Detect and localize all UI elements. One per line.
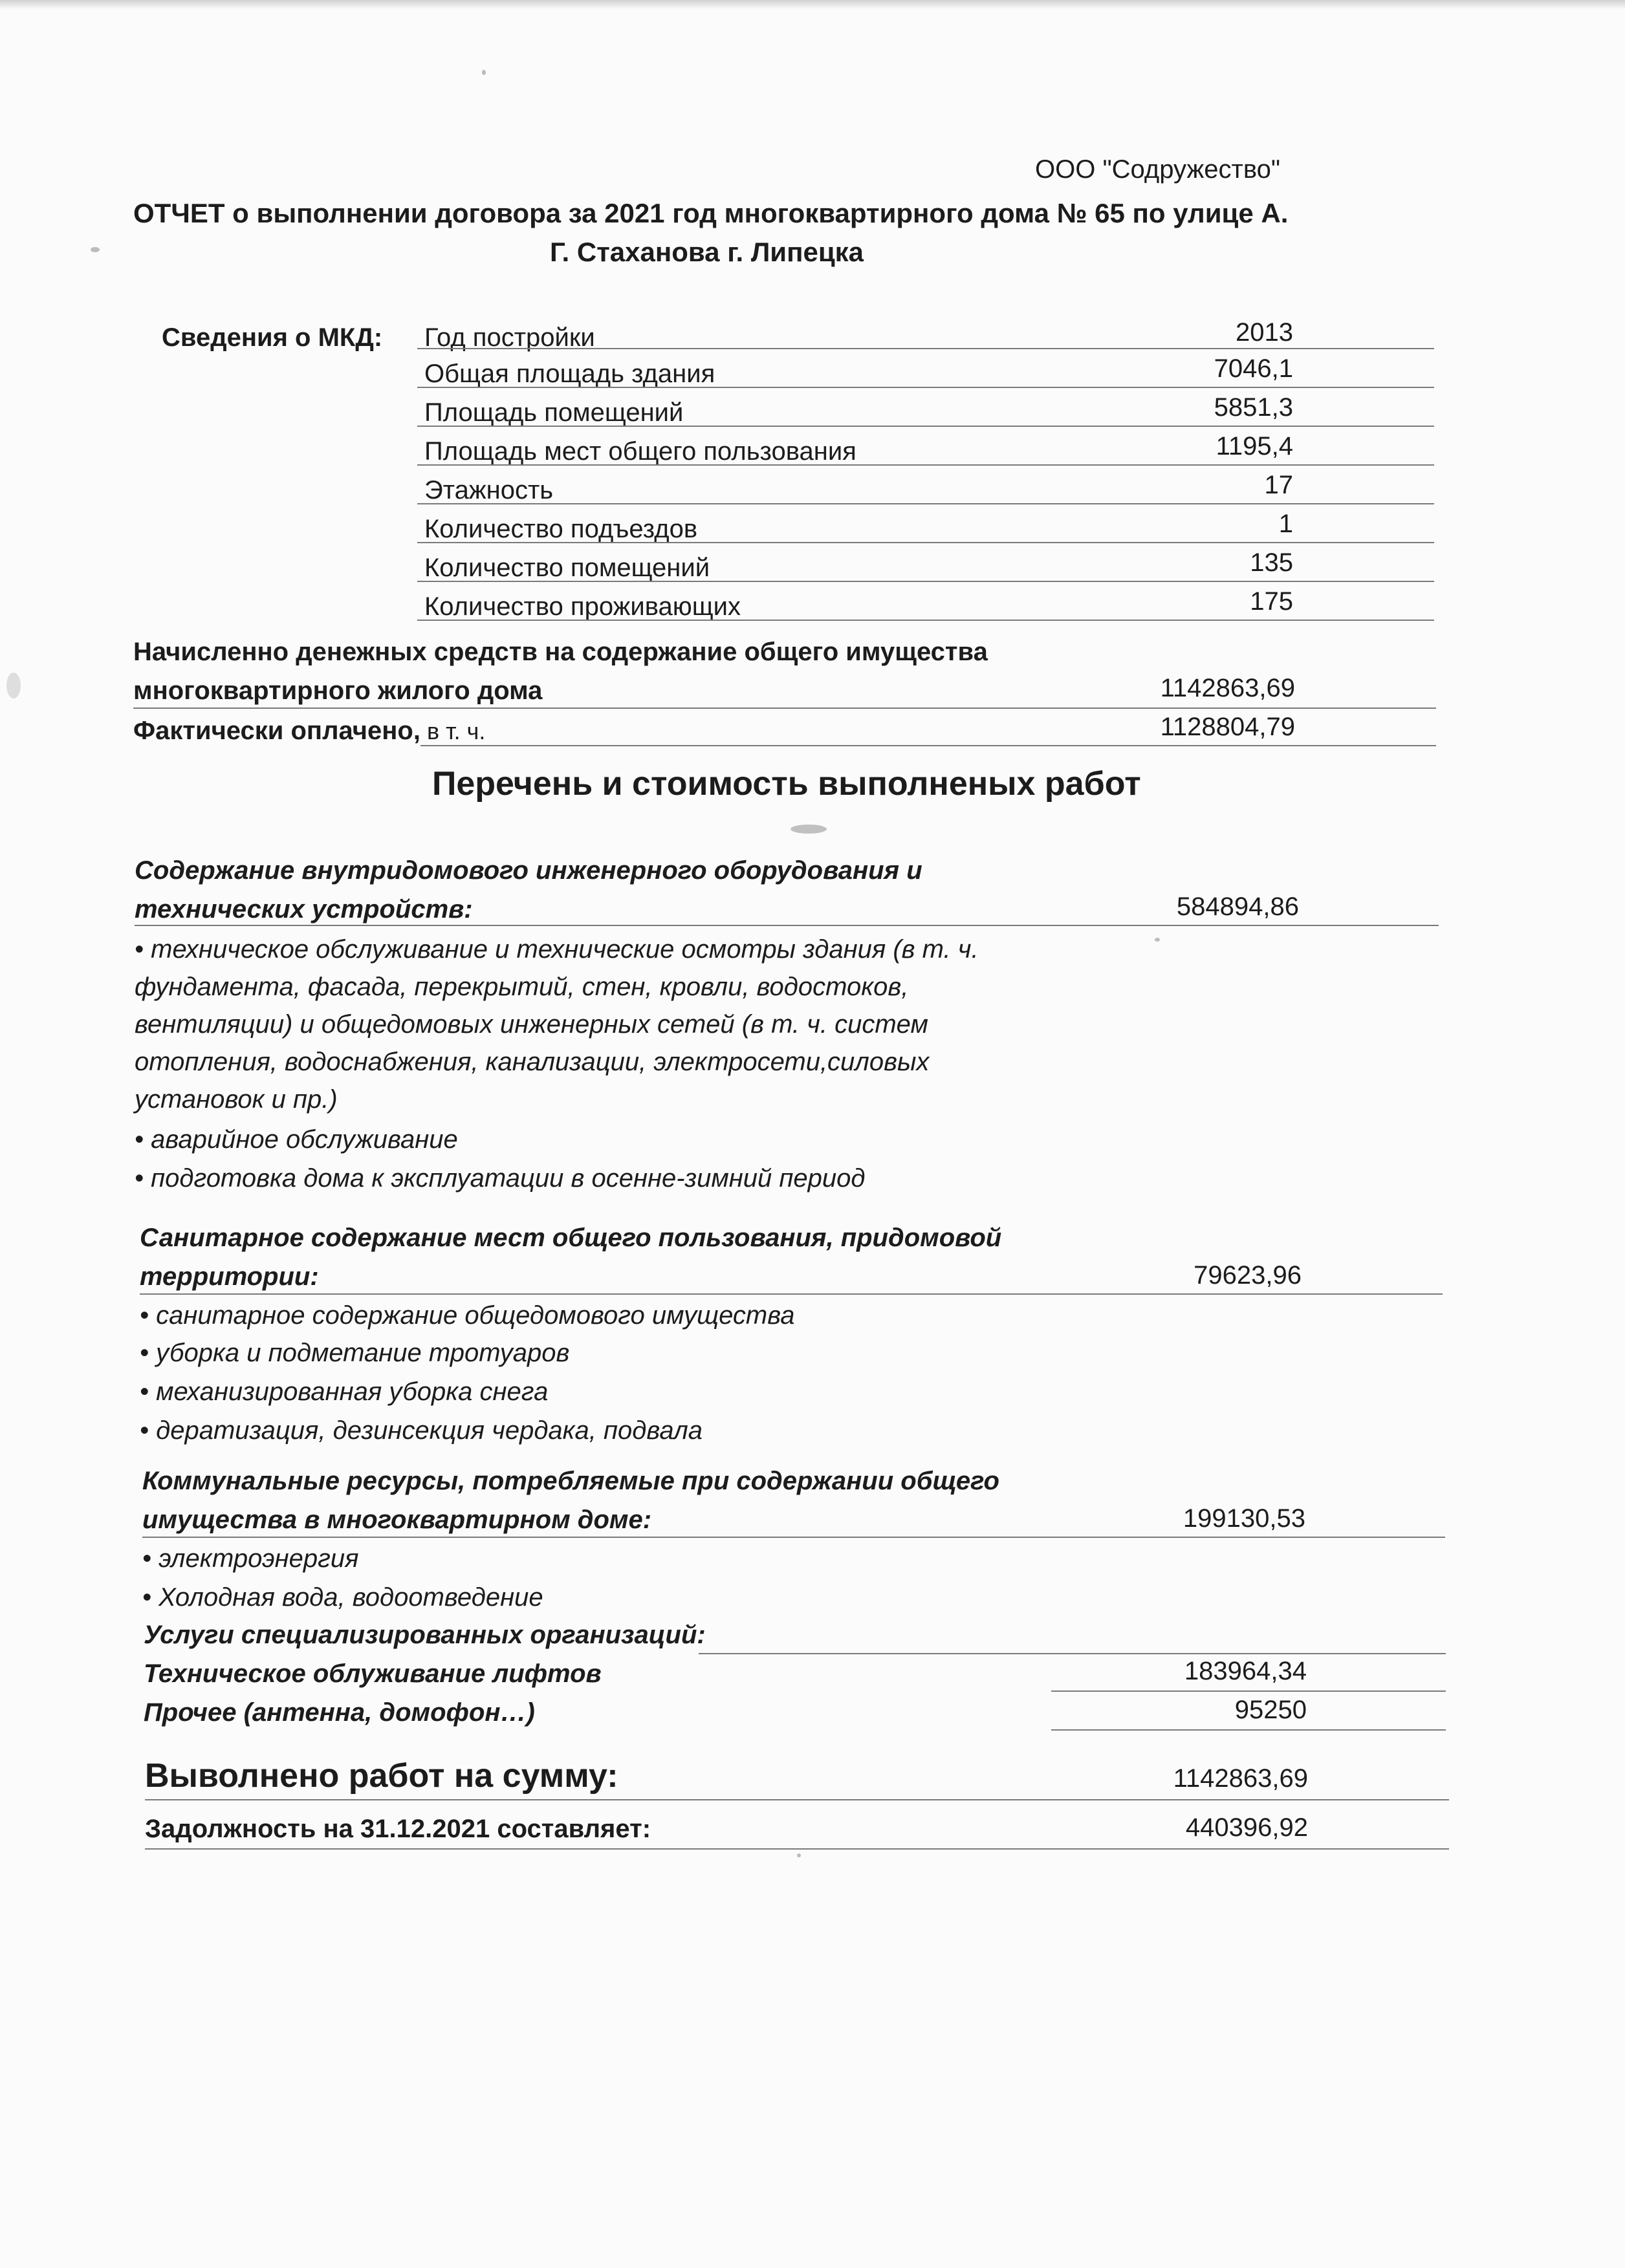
debt-label: Задолжность на 31.12.2021 составляет: bbox=[145, 1815, 651, 1843]
section-item: • дератизация, дезинсекция чердака, подвала bbox=[140, 1416, 703, 1445]
section-item: отопления, водоснабжения, канализации, электросети,силовых bbox=[135, 1048, 930, 1076]
specialized-title: Услуги специализированных организаций: bbox=[144, 1621, 706, 1649]
section-item: • электроэнергия bbox=[142, 1544, 359, 1573]
paid-label bbox=[133, 717, 485, 746]
specialized-row-label: Техническое облуживание лифтов bbox=[144, 1659, 602, 1688]
scan-speck bbox=[91, 247, 100, 252]
accrued-label-line2: многоквартирного жилого дома bbox=[133, 676, 543, 705]
section-title-line2: имущества в многоквартирном доме: bbox=[142, 1506, 652, 1534]
section-item: • санитарное содержание общедомового имущества bbox=[140, 1301, 795, 1330]
section-title-line2: территории: bbox=[140, 1262, 319, 1291]
section-title-line1: Санитарное содержание мест общего пользования, придомовой bbox=[140, 1224, 1002, 1252]
mkd-row-value: 135 bbox=[1250, 548, 1293, 577]
mkd-row-label: Количество помещений bbox=[424, 554, 710, 582]
section-item: • Холодная вода, водоотведение bbox=[142, 1583, 543, 1612]
paid-value: 1128804,79 bbox=[1160, 713, 1295, 741]
accrued-label-line1: Начисленно денежных средств на содержание общего имущества bbox=[133, 638, 988, 666]
mkd-row-value: 2013 bbox=[1236, 318, 1293, 347]
scan-speck bbox=[6, 673, 21, 698]
section-item: • техническое обслуживание и технические осмотры здания (в т. ч. bbox=[135, 935, 979, 964]
section-title-line1: Коммунальные ресурсы, потребляемые при содержании общего bbox=[142, 1467, 999, 1495]
mkd-row-label: Год постройки bbox=[424, 323, 595, 352]
specialized-row-value: 95250 bbox=[1234, 1696, 1307, 1724]
section-item: • аварийное обслуживание bbox=[135, 1125, 458, 1154]
scan-speck bbox=[1155, 938, 1160, 942]
mkd-row-value: 1195,4 bbox=[1216, 432, 1293, 460]
section-value: 79623,96 bbox=[1194, 1261, 1302, 1290]
mkd-row-label: Количество подъездов bbox=[424, 515, 698, 543]
mkd-row-value: 7046,1 bbox=[1214, 354, 1293, 383]
mkd-row-value: 5851,3 bbox=[1214, 393, 1293, 422]
mkd-row-value: 175 bbox=[1250, 587, 1293, 616]
mkd-row-label: Этажность bbox=[424, 476, 554, 504]
mkd-row-value: 17 bbox=[1264, 471, 1293, 499]
section-item: фундамента, фасада, перекрытий, стен, кровли, водостоков, bbox=[135, 973, 909, 1001]
section-value: 199130,53 bbox=[1183, 1504, 1305, 1533]
debt-value: 440396,92 bbox=[1185, 1813, 1308, 1842]
mkd-info-label: Сведения о МКД: bbox=[162, 323, 383, 352]
section-title-line2: технических устройств: bbox=[135, 895, 473, 923]
section-item: • подготовка дома к эксплуатации в осенне-зимний период bbox=[135, 1164, 866, 1193]
section-item: вентиляции) и общедомовых инженерных сетей (в т. ч. систем bbox=[135, 1010, 928, 1039]
section-item: • уборка и подметание тротуаров bbox=[140, 1339, 570, 1367]
mkd-row-label: Площадь мест общего пользования bbox=[424, 437, 856, 466]
section-title-line1: Содержание внутридомового инженерного оборудования и bbox=[135, 856, 922, 885]
mkd-row-label: Площадь помещений bbox=[424, 398, 684, 427]
accrued-value: 1142863,69 bbox=[1160, 674, 1295, 702]
specialized-row-value: 183964,34 bbox=[1184, 1657, 1307, 1685]
report-title-line1: ОТЧЕТ о выполнении договора за 2021 год многоквартирного дома № 65 по улице А. bbox=[133, 198, 1289, 228]
paid-label-main: Фактически оплачено, bbox=[133, 717, 420, 745]
total-label: Выволнено работ на сумму: bbox=[145, 1757, 618, 1795]
scan-speck bbox=[482, 70, 486, 75]
report-title-line2: Г. Стаханова г. Липецка bbox=[550, 237, 864, 267]
section-item: • механизированная уборка снега bbox=[140, 1377, 549, 1406]
scan-speck bbox=[791, 825, 827, 834]
paid-label-suffix: в т. ч. bbox=[420, 718, 486, 744]
specialized-row-label: Прочее (антенна, домофон…) bbox=[144, 1698, 535, 1727]
total-value: 1142863,69 bbox=[1173, 1764, 1308, 1793]
organization-name: ООО "Содружество" bbox=[1035, 155, 1281, 184]
works-heading: Перечень и стоимость выполненых работ bbox=[432, 765, 1141, 803]
mkd-row-label: Количество проживающих bbox=[424, 592, 741, 621]
scan-edge-top bbox=[0, 0, 1625, 9]
mkd-row-value: 1 bbox=[1278, 510, 1293, 538]
section-value: 584894,86 bbox=[1176, 892, 1299, 921]
section-item: установок и пр.) bbox=[135, 1085, 338, 1114]
mkd-row-label: Общая площадь здания bbox=[424, 360, 715, 388]
scan-speck bbox=[797, 1853, 801, 1857]
